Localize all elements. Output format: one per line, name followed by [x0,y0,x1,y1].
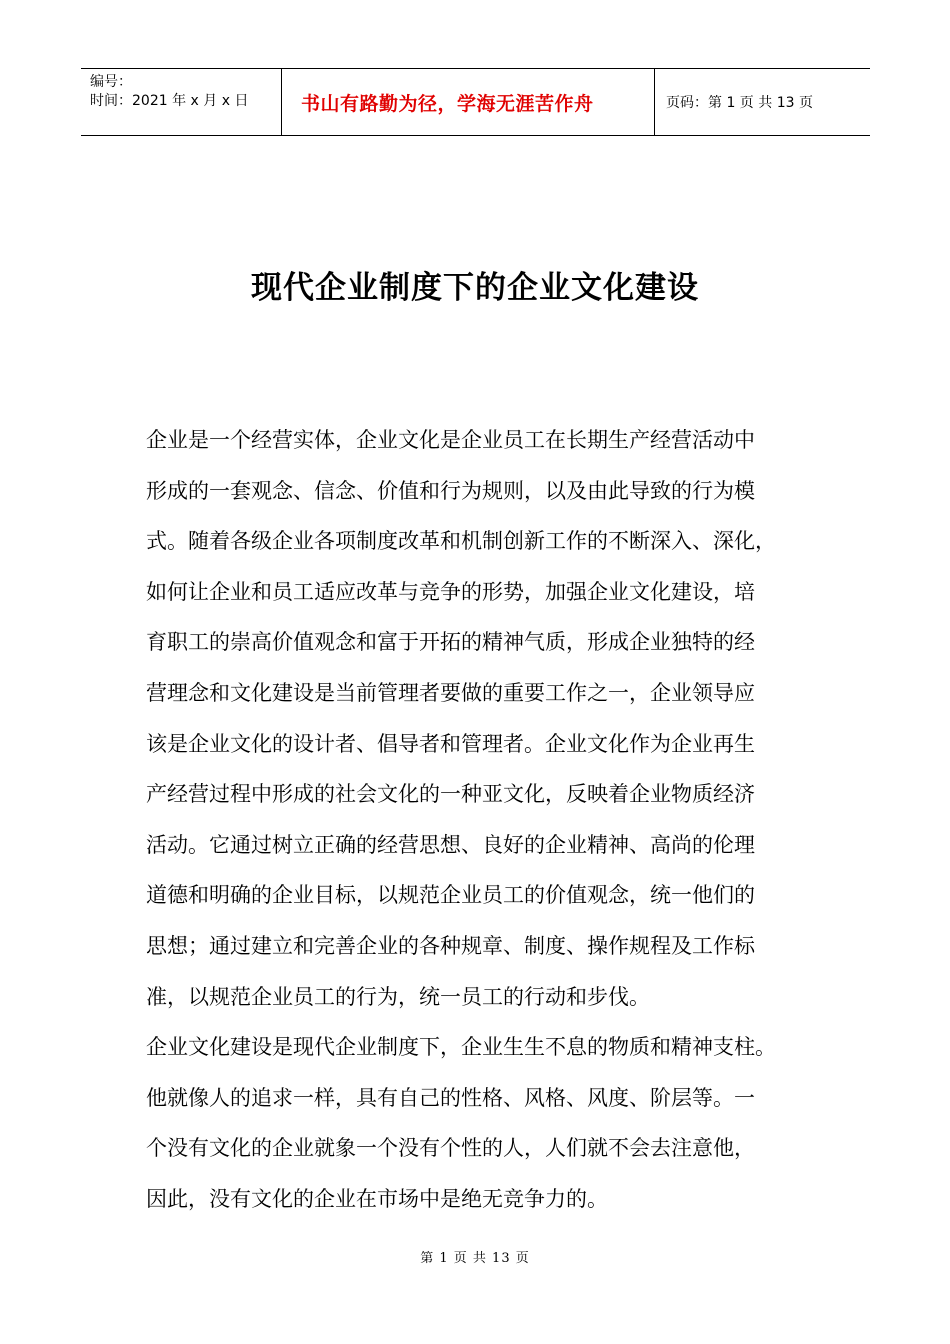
body-line: 营理念和文化建设是当前管理者要做的重要工作之一，企业领导应 [146,680,755,705]
body-line: 企业文化建设是现代企业制度下，企业生生不息的物质和精神支柱。 [146,1035,776,1060]
body-line: 活动。它通过树立正确的经营思想、良好的企业精神、高尚的伦理 [146,832,755,857]
header-meta [81,69,282,135]
body-line: 道德和明确的企业目标，以规范企业员工的价值观念，统一他们的 [146,883,755,908]
header-page-info: 页码：第 1 页 共 13 页 [666,95,813,111]
body-line: 该是企业文化的设计者、倡导者和管理者。企业文化作为企业再生 [146,731,755,756]
body-line: 如何让企业和员工适应改革与竞争的形势，加强企业文化建设，培 [146,579,755,604]
body-line: 因此，没有文化的企业在市场中是绝无竞争力的。 [146,1186,608,1211]
time-label: 时间：2021 年 x 月 x 日 [90,93,249,109]
page-footer: 第 1 页 共 13 页 [420,1251,530,1266]
number-label: 编号： [90,74,132,90]
document-title: 现代企业制度下的企业文化建设 [251,270,699,306]
body-line: 企业是一个经营实体，企业文化是企业员工在长期生产经营活动中 [146,428,755,452]
document-body [146,415,836,1225]
header-table [81,68,870,136]
body-line: 形成的一套观念、信念、价值和行为规则，以及由此导致的行为模 [146,478,755,503]
header-motto: 书山有路勤为径，学海无涯苦作舟 [282,69,655,135]
body-line: 式。随着各级企业各项制度改革和机制创新工作的不断深入、深化， [146,529,776,554]
body-line: 个没有文化的企业就象一个没有个性的人，人们就不会去注意他， [146,1136,755,1161]
body-line: 育职工的崇高价值观念和富于开拓的精神气质，形成企业独特的经 [146,630,755,655]
body-line: 准，以规范企业员工的行为，统一员工的行动和步伐。 [146,984,650,1009]
body-line: 他就像人的追求一样，具有自己的性格、风格、风度、阶层等。一 [146,1085,755,1110]
body-line: 思想；通过建立和完善企业的各种规章、制度、操作规程及工作标 [146,933,755,958]
body-line: 产经营过程中形成的社会文化的一种亚文化，反映着企业物质经济 [146,782,755,807]
